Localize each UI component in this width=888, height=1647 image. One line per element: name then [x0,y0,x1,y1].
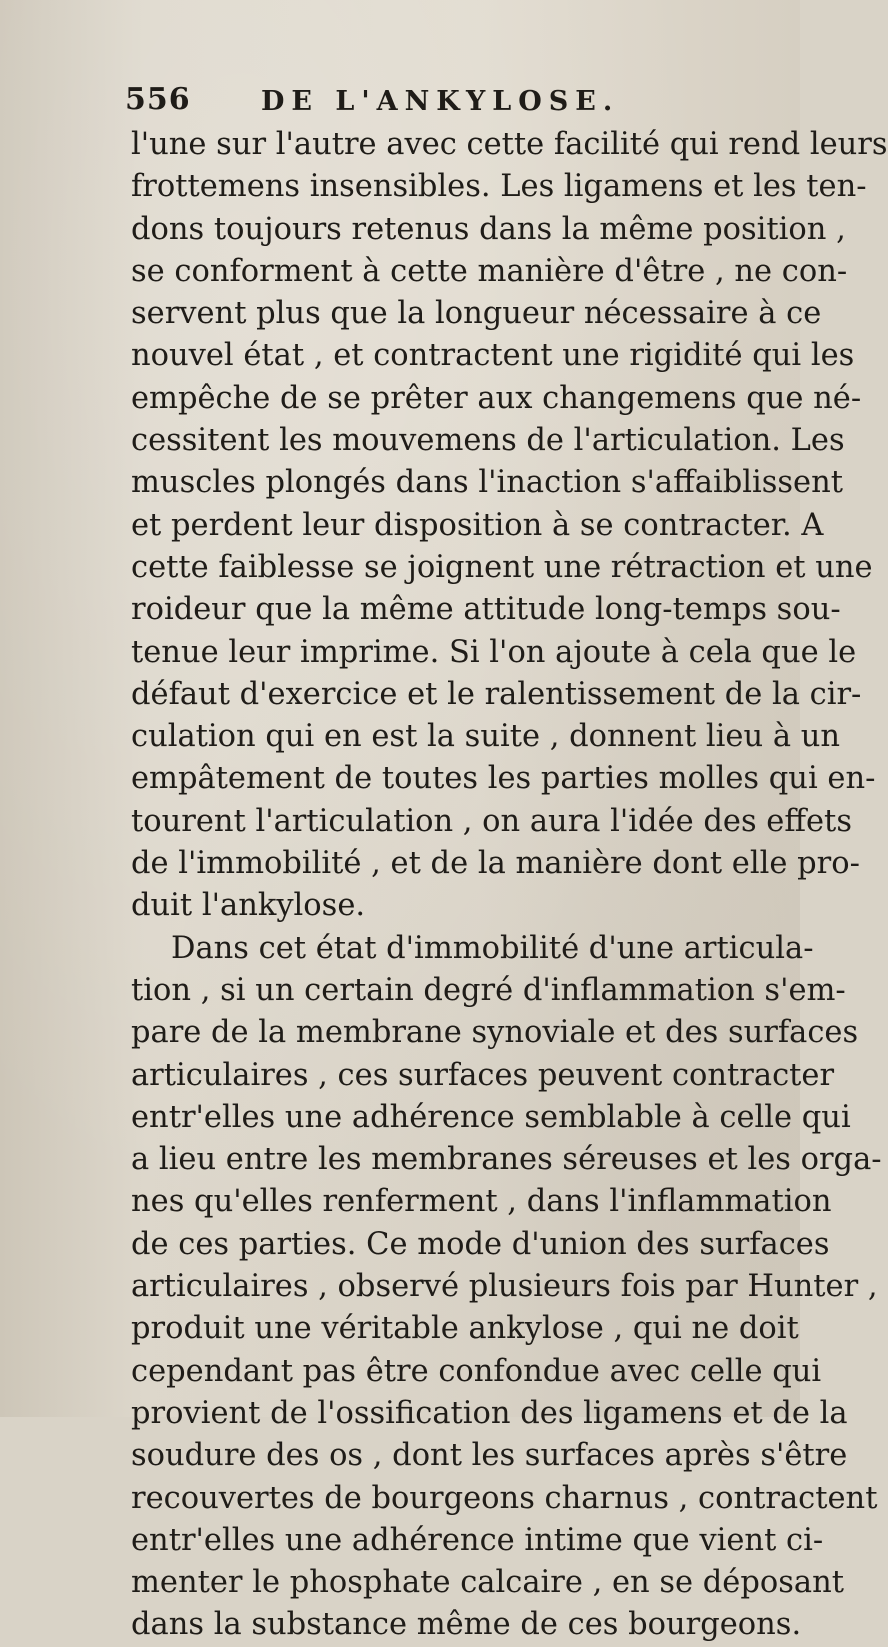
text-line: recouvertes de bourgeons charnus , contractent [131,1480,878,1516]
text-line: a lieu entre les membranes séreuses et les orga- [131,1142,882,1178]
text-line: entr'elles une adhérence intime que vient ci- [131,1522,824,1558]
text-line: cessitent les mouvemens de l'articulation. Les [131,423,845,459]
text-line: servent plus que la longueur nécessaire à ce [131,296,822,332]
running-title: DE L'ANKYLOSE. [261,86,620,117]
text-line: et perdent leur disposition à se contracter. A [131,507,824,543]
text-line: nes qu'elles renferment , dans l'inflammation [131,1184,832,1220]
text-line: articulaires , observé plusieurs fois par Hunter , [131,1269,878,1305]
text-line: articulaires , ces surfaces peuvent contracter [131,1057,835,1093]
text-line: entr'elles une adhérence semblable à celle qui [131,1099,851,1135]
text-line: nouvel état , et contractent une rigidité qui les [131,338,855,374]
text-line: de ces parties. Ce mode d'union des surfaces [131,1226,830,1262]
body-text [131,124,888,1647]
text-line: tion , si un certain degré d'inflammation s'em- [131,972,846,1008]
text-line: dans la substance même de ces bourgeons. [131,1607,802,1643]
text-line: menter le phosphate calcaire , en se déposant [131,1565,844,1601]
text-line: l'une sur l'autre avec cette facilité qui rend leurs [131,127,888,162]
text-line: cette faiblesse se joignent une rétraction et une [131,549,873,585]
text-line: cependant pas être confondue avec celle qui [131,1353,822,1389]
paragraph-start-line: Dans cet état d'immobilité d'une articula- [171,930,814,966]
text-line: empâtement de toutes les parties molles qui en- [131,761,876,797]
text-line: tenue leur imprime. Si l'on ajoute à cela que le [131,634,857,670]
page-number: 556 [125,82,191,117]
text-line: empêche de se prêter aux changemens que né- [131,380,862,416]
text-line: se conforment à cette manière d'être , ne con- [131,253,848,289]
text-line: produit une véritable ankylose , qui ne doit [131,1311,799,1347]
text-line: roideur que la même attitude long-temps sou- [131,592,841,628]
text-line: frottemens insensibles. Les ligamens et les ten- [131,169,867,205]
text-line: soudure des os , dont les surfaces après s'être [131,1438,848,1474]
paragraph-end-line: duit l'ankylose. [131,888,366,924]
running-head [125,74,685,126]
text-line: de l'immobilité , et de la manière dont elle pro- [131,846,860,882]
text-line: muscles plongés dans l'inaction s'affaiblissent [131,465,843,501]
text-line: provient de l'ossification des ligamens et de la [131,1395,848,1431]
text-line: défaut d'exercice et le ralentissement de la cir- [131,676,862,712]
text-line: pare de la membrane synoviale et des surfaces [131,1015,859,1051]
text-line: dons toujours retenus dans la même position , [131,211,846,247]
text-line: culation qui en est la suite , donnent lieu à un [131,719,840,755]
text-line: tourent l'articulation , on aura l'idée des effets [131,803,852,839]
